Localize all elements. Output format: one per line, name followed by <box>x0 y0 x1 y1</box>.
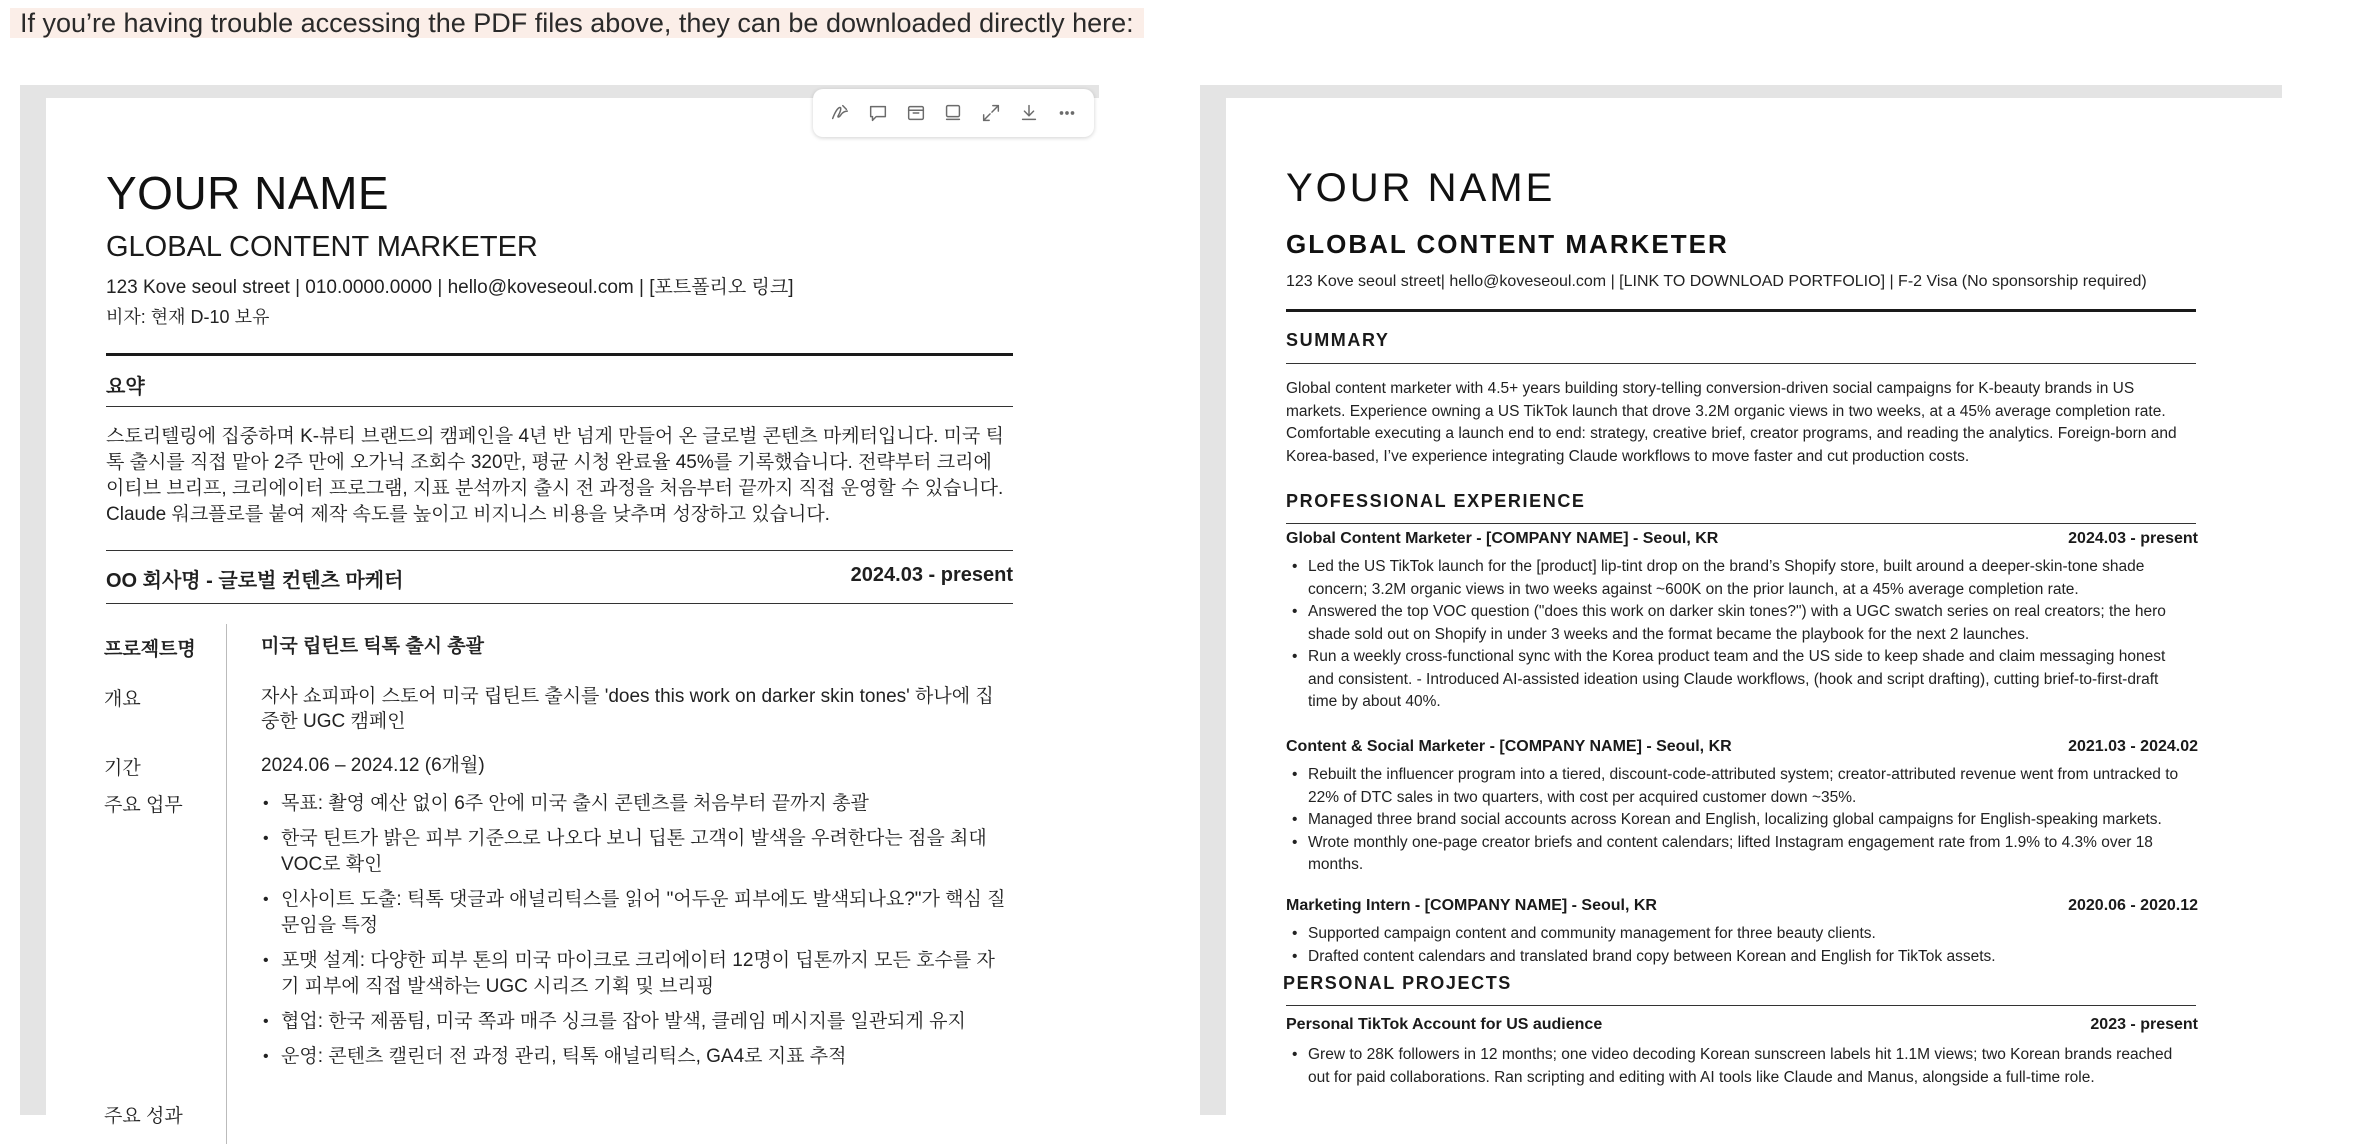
summary-text: Global content marketer with 4.5+ years building story-telling conversion-driven social campaigns for K-beauty brands in US markets. Experience owning a US TikTok launch that drove 3.2M organic views in two weeks, at a 45% average completion rate. Comfortable executing a launch end to end: strategy, creative brief, creator programs, and reading the analytics. Foreign-born and Korea-based, I’ve experience integrating Claude workflows to move faster and cut production costs. <box>1286 380 2177 465</box>
list-item: • Wrote monthly one-page creator briefs and content calendars; lifted Instagram engagement rate from 1.9% to 4.3% over 18 months. <box>1286 832 2186 877</box>
project-title: Personal TikTok Account for US audience <box>1286 1016 1603 1033</box>
list-item: • Managed three brand social accounts across Korean and English, localizing global campaigns for English-speaking markets. <box>1286 809 2186 832</box>
pdf-toolbar <box>813 89 1094 137</box>
period-value: 2024.06 – 2024.12 (6개월) <box>261 755 485 776</box>
list-item: • Grew to 28K followers in 12 months; one video decoding Korean sunscreen labels hit 1.1M views; two Korean brands reached out for paid collaborations. Ran scripting and editing with AI tools like Claude and Manus, alongside a full-time role. <box>1286 1044 2186 1089</box>
sidebar-button[interactable] <box>901 98 931 128</box>
download-button[interactable] <box>1014 98 1044 128</box>
job-title: Content & Social Marketer - [COMPANY NAME] - Seoul, KR <box>1286 738 1732 755</box>
expand-icon <box>980 102 1002 124</box>
resume-name: YOUR NAME <box>1286 166 1556 210</box>
job-bullets <box>1286 556 2186 714</box>
list-item: • Rebuilt the influencer program into a tiered, discount-code-attributed system; creator-attributed revenue went from untracked to 22% of DTC sales in two quarters, with cost per acquired customer down ~35%. <box>1286 764 2186 809</box>
pdf-page-korean <box>46 98 1099 1128</box>
project-date: 2023 - present <box>2090 1016 2198 1033</box>
project-value: 미국 립틴트 틱톡 출시 총괄 <box>261 636 485 657</box>
list-item: • 한국 틴트가 밝은 피부 기준으로 나오다 보니 딥톤 고객이 발색을 우려한다는 점을 최대 VOC로 확인 <box>261 826 1006 878</box>
panel-button[interactable] <box>938 98 968 128</box>
comment-button[interactable] <box>863 98 893 128</box>
pdf-page-english <box>1226 98 2282 1128</box>
list-item: • Drafted content calendars and translated brand copy between Korean and English for TikTok assets. <box>1286 946 2186 969</box>
job-title: Marketing Intern - [COMPANY NAME] - Seoul, KR <box>1286 897 1657 914</box>
job-title: OO 회사명 - 글로벌 컨텐츠 마케터 <box>106 570 404 592</box>
divider <box>1286 1005 2196 1006</box>
duties-label: 주요 업무 <box>104 795 183 816</box>
job-bullets <box>1286 764 2186 877</box>
results-label: 주요 성과 <box>104 1106 183 1127</box>
list-item: • 협업: 한국 제품팀, 미국 쪽과 매주 싱크를 잡아 발색, 클레임 메시지를 일관되게 유지 <box>261 1009 1006 1035</box>
list-item: • Led the US TikTok launch for the [product] lip-tint drop on the brand’s Shopify store, built around a deeper-skin-tone shade concern; 3.2M organic views in two weeks against ~600K on the prior launch, at a 45% average completion rate. <box>1286 556 2186 601</box>
sidebar-icon <box>905 102 927 124</box>
experience-heading: PROFESSIONAL EXPERIENCE <box>1286 491 1586 511</box>
summary-heading: 요약 <box>106 376 145 398</box>
job-bullets <box>1286 923 2186 968</box>
highlight-button[interactable] <box>825 98 855 128</box>
overview-label: 개요 <box>104 689 141 710</box>
expand-button[interactable] <box>976 98 1006 128</box>
comment-icon <box>867 102 889 124</box>
divider <box>106 603 1013 604</box>
duties-list <box>261 791 1006 1079</box>
summary-text: 스토리텔링에 집중하며 K-뷰티 브랜드의 캠페인을 4년 반 넘게 만들어 온 글로벌 콘텐츠 마케터입니다. 미국 틱톡 출시를 직접 맡아 2주 만에 오가닉 조회수 320만, 평균 시청 완료율 45%를 기록했습니다. 전략부터 크리에이티브 브리프, 크리에이터 프로그램, 지표 분석까지 출시 전 과정을 처음부터 끝까지 직접 운영할 수 있습니다. Claude 워크플로를 붙여 제작 속도를 높이고 비지니스 비용을 낮추며 성장하고 있습니다. <box>106 426 1004 525</box>
list-item: • Supported campaign content and community management for three beauty clients. <box>1286 923 2186 946</box>
resume-role: GLOBAL CONTENT MARKETER <box>106 231 538 263</box>
pdf-viewer-korean[interactable] <box>20 85 1099 1127</box>
list-item: • 인사이트 도출: 틱톡 댓글과 애널리틱스를 읽어 "어두운 피부에도 발색되나요?"가 핵심 질문임을 특정 <box>261 887 1006 939</box>
pdf-viewer-english[interactable] <box>1200 85 2282 1115</box>
divider <box>106 353 1013 356</box>
list-item: • 운영: 콘텐츠 캘린더 전 과정 관리, 틱톡 애널리틱스, GA4로 지표 추적 <box>261 1044 1006 1070</box>
download-icon <box>1018 102 1040 124</box>
job-date: 2024.03 - present <box>850 564 1013 586</box>
resume-visa: 비자: 현재 D-10 보유 <box>106 307 270 327</box>
list-item: • Answered the top VOC question ("does this work on darker skin tones?") with a UGC swatch series on real creators; the hero shade sold out on Shopify in under 3 weeks and the format became the playbook for the next 2 launches. <box>1286 601 2186 646</box>
job-date: 2021.03 - 2024.02 <box>2068 738 2198 755</box>
period-label: 기간 <box>104 758 141 779</box>
divider <box>1286 309 2196 312</box>
job-date: 2020.06 - 2020.12 <box>2068 897 2198 914</box>
project-label: 프로젝트명 <box>104 639 196 660</box>
project-bullets <box>1286 1044 2186 1089</box>
resume-contact: 123 Kove seoul street| hello@koveseoul.com | [LINK TO DOWNLOAD PORTFOLIO] | F-2 Visa (No sponsorship required) <box>1286 273 2147 290</box>
table-divider <box>226 624 227 1144</box>
divider <box>106 550 1013 551</box>
highlight-icon <box>829 102 851 124</box>
projects-heading: PERSONAL PROJECTS <box>1283 973 1512 993</box>
summary-heading: SUMMARY <box>1286 330 1390 350</box>
list-item: • Run a weekly cross-functional sync with the Korea product team and the US side to keep shade and claim messaging honest and consistent. - Introduced AI-assisted ideation using Claude workflows, (hook and script drafting), cutting brief-to-first-draft time by about 40%. <box>1286 646 2186 714</box>
overview-value: 자사 쇼피파이 스토어 미국 립틴트 출시를 'does this work on darker skin tones' 하나에 집중한 UGC 캠페인 <box>261 686 994 732</box>
resume-role: GLOBAL CONTENT MARKETER <box>1286 229 1729 259</box>
job-date: 2024.03 - present <box>2068 530 2198 547</box>
divider <box>1286 523 2196 524</box>
panel-icon <box>942 102 964 124</box>
list-item: • 목표: 촬영 예산 없이 6주 안에 미국 출시 콘텐츠를 처음부터 끝까지 총괄 <box>261 791 1006 817</box>
resume-name: YOUR NAME <box>106 167 390 219</box>
divider <box>106 406 1013 407</box>
more-icon <box>1056 102 1078 124</box>
job-title: Global Content Marketer - [COMPANY NAME] - Seoul, KR <box>1286 530 1719 547</box>
download-intro-text: If you’re having trouble accessing the PDF files above, they can be downloaded directly here: <box>10 8 1144 38</box>
more-button[interactable] <box>1052 98 1082 128</box>
resume-contact: 123 Kove seoul street | 010.0000.0000 | hello@koveseoul.com | [포트폴리오 링크] <box>106 277 794 298</box>
divider <box>1286 363 2196 364</box>
list-item: • 포맷 설계: 다양한 피부 톤의 미국 마이크로 크리에이터 12명이 딥톤까지 모든 호수를 자기 피부에 직접 발색하는 UGC 시리즈 기획 및 브리핑 <box>261 948 1006 1000</box>
